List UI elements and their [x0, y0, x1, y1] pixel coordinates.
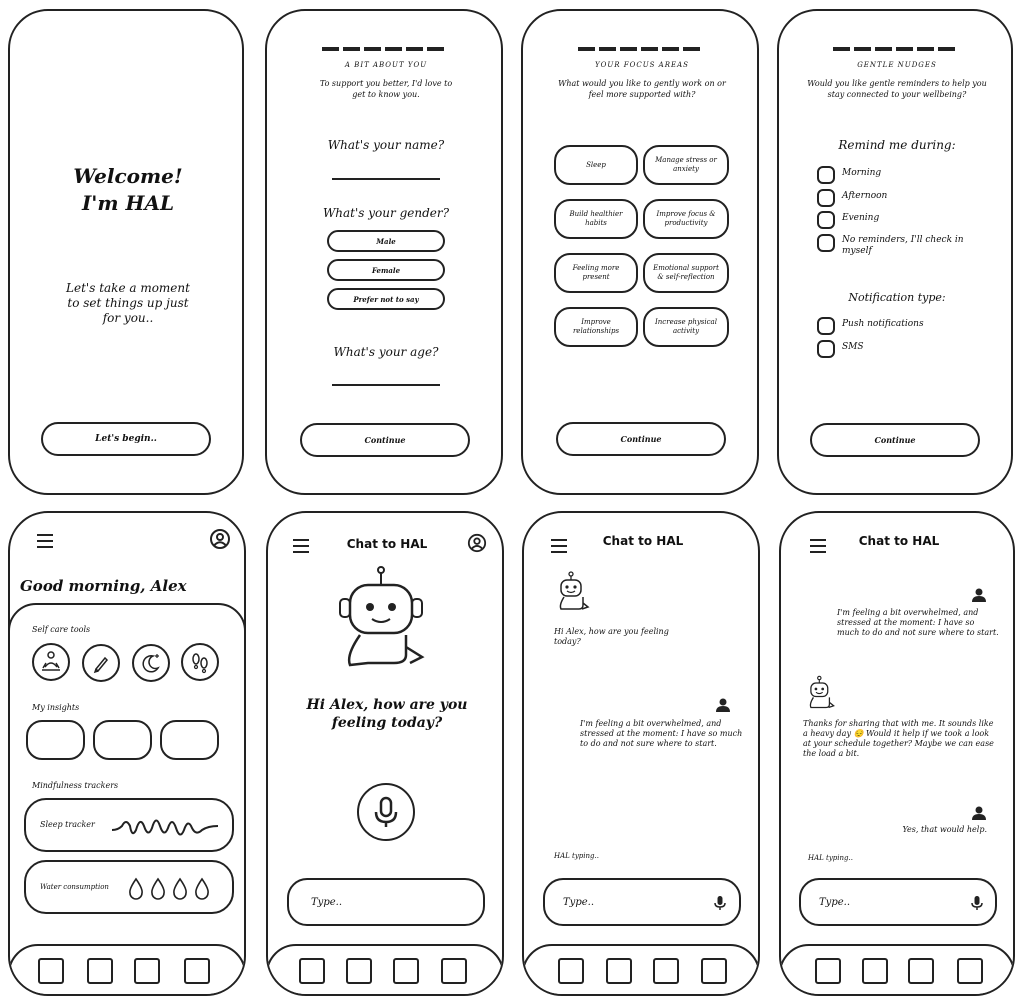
focus-option[interactable]: Emotional support & self-reflection: [643, 253, 729, 293]
focus-option[interactable]: Build healthier habits: [554, 199, 638, 239]
microphone-icon[interactable]: [970, 895, 984, 911]
gender-question: What's your gender?: [322, 206, 450, 220]
water-label: Water consumption: [40, 883, 109, 891]
nav-tab[interactable]: [862, 958, 888, 984]
user-icon: [972, 588, 986, 602]
nudges-screen: [777, 9, 1013, 495]
chat-input-placeholder: Type..: [311, 896, 342, 908]
chat-title: Chat to HAL: [602, 534, 684, 548]
pen-icon: [84, 646, 118, 680]
microphone-icon[interactable]: [713, 895, 727, 911]
about-screen: [265, 9, 503, 495]
journal-tool[interactable]: [82, 644, 120, 682]
nav-tab[interactable]: [393, 958, 419, 984]
sleep-tracker-label: Sleep tracker: [40, 820, 95, 829]
user-message: I'm feeling a bit overwhelmed, and stressed at the moment: I have so much to do and not sure where to start.: [837, 608, 999, 637]
nav-tab[interactable]: [184, 958, 210, 984]
nav-tab[interactable]: [701, 958, 727, 984]
chat-conversation-screen: [522, 511, 760, 996]
insight-card[interactable]: [160, 720, 219, 760]
remind-checkbox[interactable]: [817, 166, 835, 184]
water-card[interactable]: [24, 860, 234, 914]
meditation-tool[interactable]: [32, 643, 70, 681]
hal-message: Hi Alex, how are you feeling today?: [554, 627, 669, 646]
chat-continued-screen: [779, 511, 1015, 996]
focus-screen: [521, 9, 759, 495]
nav-tab[interactable]: [957, 958, 983, 984]
remind-option-label: Morning: [842, 168, 882, 178]
profile-icon[interactable]: [209, 528, 231, 550]
sleep-tracker-card[interactable]: [24, 798, 234, 852]
bottom-nav: [522, 944, 760, 996]
focus-kicker: YOUR FOCUS AREAS: [595, 61, 689, 69]
chat-input-placeholder: Type..: [819, 896, 850, 908]
insight-card[interactable]: [26, 720, 85, 760]
remind-checkbox[interactable]: [817, 234, 835, 252]
remind-title: Remind me during:: [838, 138, 956, 152]
nav-tab[interactable]: [441, 958, 467, 984]
steps-tool[interactable]: [181, 643, 219, 681]
menu-icon[interactable]: [37, 534, 53, 552]
selfcare-title: Self care tools: [32, 625, 91, 634]
nav-tab[interactable]: [558, 958, 584, 984]
user-icon: [716, 698, 730, 712]
focus-option[interactable]: Manage stress or anxiety: [643, 145, 729, 185]
sleep-tool[interactable]: [132, 644, 170, 682]
remind-option-label: No reminders, I'll check in myself: [842, 235, 964, 256]
age-input[interactable]: [332, 384, 440, 386]
trackers-title: Mindfulness trackers: [32, 781, 119, 790]
home-screen: [8, 511, 246, 996]
notif-option-label: Push notifications: [842, 319, 924, 329]
chat-title: Chat to HAL: [858, 534, 940, 548]
chat-input[interactable]: [287, 878, 485, 926]
microphone-icon: [359, 785, 413, 839]
sleep-wave-icon: [110, 808, 220, 844]
hal-robot-icon: [334, 565, 444, 680]
nav-tab[interactable]: [653, 958, 679, 984]
focus-option[interactable]: Feeling more present: [554, 253, 638, 293]
profile-icon[interactable]: [467, 533, 487, 553]
notif-checkbox[interactable]: [817, 340, 835, 358]
nudges-continue-button[interactable]: Continue: [810, 423, 980, 457]
focus-intro: What would you like to gently work on or feel more supported with?: [558, 79, 726, 99]
mic-button[interactable]: [357, 783, 415, 841]
about-intro: To support you better, I'd love to get to know you.: [319, 79, 453, 99]
home-greeting: Good morning, Alex: [20, 577, 187, 595]
nav-tab[interactable]: [346, 958, 372, 984]
meditation-icon: [34, 645, 68, 679]
nudges-intro: Would you like gentle reminders to help you stay connected to your wellbeing?: [807, 79, 987, 99]
about-kicker: A BIT ABOUT YOU: [344, 61, 428, 69]
gender-option-prefer-not[interactable]: Prefer not to say: [327, 288, 445, 310]
chat-input-placeholder: Type..: [563, 896, 594, 908]
name-question: What's your name?: [327, 138, 445, 152]
welcome-subtitle: Let's take a moment to set things up just for you..: [66, 281, 190, 325]
focus-option[interactable]: Sleep: [554, 145, 638, 185]
gender-option-male[interactable]: Male: [327, 230, 445, 252]
typing-indicator: HAL typing..: [554, 852, 599, 860]
nudges-kicker: GENTLE NUDGES: [857, 61, 937, 69]
focus-option[interactable]: Increase physical activity: [643, 307, 729, 347]
chat-intro-screen: [266, 511, 504, 996]
nav-tab[interactable]: [299, 958, 325, 984]
focus-continue-button[interactable]: Continue: [556, 422, 726, 456]
focus-option[interactable]: Improve relationships: [554, 307, 638, 347]
user-message: I'm feeling a bit overwhelmed, and stressed at the moment: I have so much to do and not sure where to start.: [580, 719, 743, 748]
remind-checkbox[interactable]: [817, 189, 835, 207]
notif-option-label: SMS: [842, 342, 864, 352]
name-input[interactable]: [332, 178, 440, 180]
nav-tab[interactable]: [134, 958, 160, 984]
nav-tab[interactable]: [815, 958, 841, 984]
nav-tab[interactable]: [606, 958, 632, 984]
nav-tab[interactable]: [38, 958, 64, 984]
chat-input[interactable]: [799, 878, 997, 926]
insight-card[interactable]: [93, 720, 152, 760]
gender-option-female[interactable]: Female: [327, 259, 445, 281]
nav-tab[interactable]: [908, 958, 934, 984]
bottom-nav: [779, 944, 1015, 996]
water-drops-icon: [126, 876, 216, 902]
focus-option[interactable]: Improve focus & productivity: [643, 199, 729, 239]
notif-checkbox[interactable]: [817, 317, 835, 335]
moon-icon: [134, 646, 168, 680]
age-question: What's your age?: [333, 345, 439, 359]
welcome-screen: [8, 9, 244, 495]
hal-greeting: Hi Alex, how are you feeling today?: [306, 697, 468, 731]
lets-begin-button[interactable]: Let's begin..: [41, 422, 211, 456]
chat-input[interactable]: [543, 878, 741, 926]
remind-option-label: Evening: [842, 213, 880, 223]
nav-tab[interactable]: [87, 958, 113, 984]
footprints-icon: [183, 645, 217, 679]
chat-title: Chat to HAL: [346, 537, 428, 551]
remind-checkbox[interactable]: [817, 211, 835, 229]
hal-message: Thanks for sharing that with me. It sounds like a heavy day 😔 Would it help if we took a look at your schedule together? Maybe we can ease the load a bit.: [803, 719, 994, 758]
remind-option-label: Afternoon: [842, 191, 888, 201]
welcome-title: Welcome! I'm HAL: [73, 164, 183, 215]
user-icon: [972, 806, 986, 820]
notif-title: Notification type:: [848, 291, 946, 304]
bottom-nav: [266, 944, 504, 996]
typing-indicator: HAL typing..: [808, 854, 853, 862]
insights-title: My insights: [32, 703, 80, 712]
hal-avatar-icon: [805, 675, 837, 713]
bottom-nav: [8, 944, 246, 996]
hal-avatar-icon: [554, 571, 592, 615]
user-reply: Yes, that would help.: [902, 825, 987, 834]
about-continue-button[interactable]: Continue: [300, 423, 470, 457]
